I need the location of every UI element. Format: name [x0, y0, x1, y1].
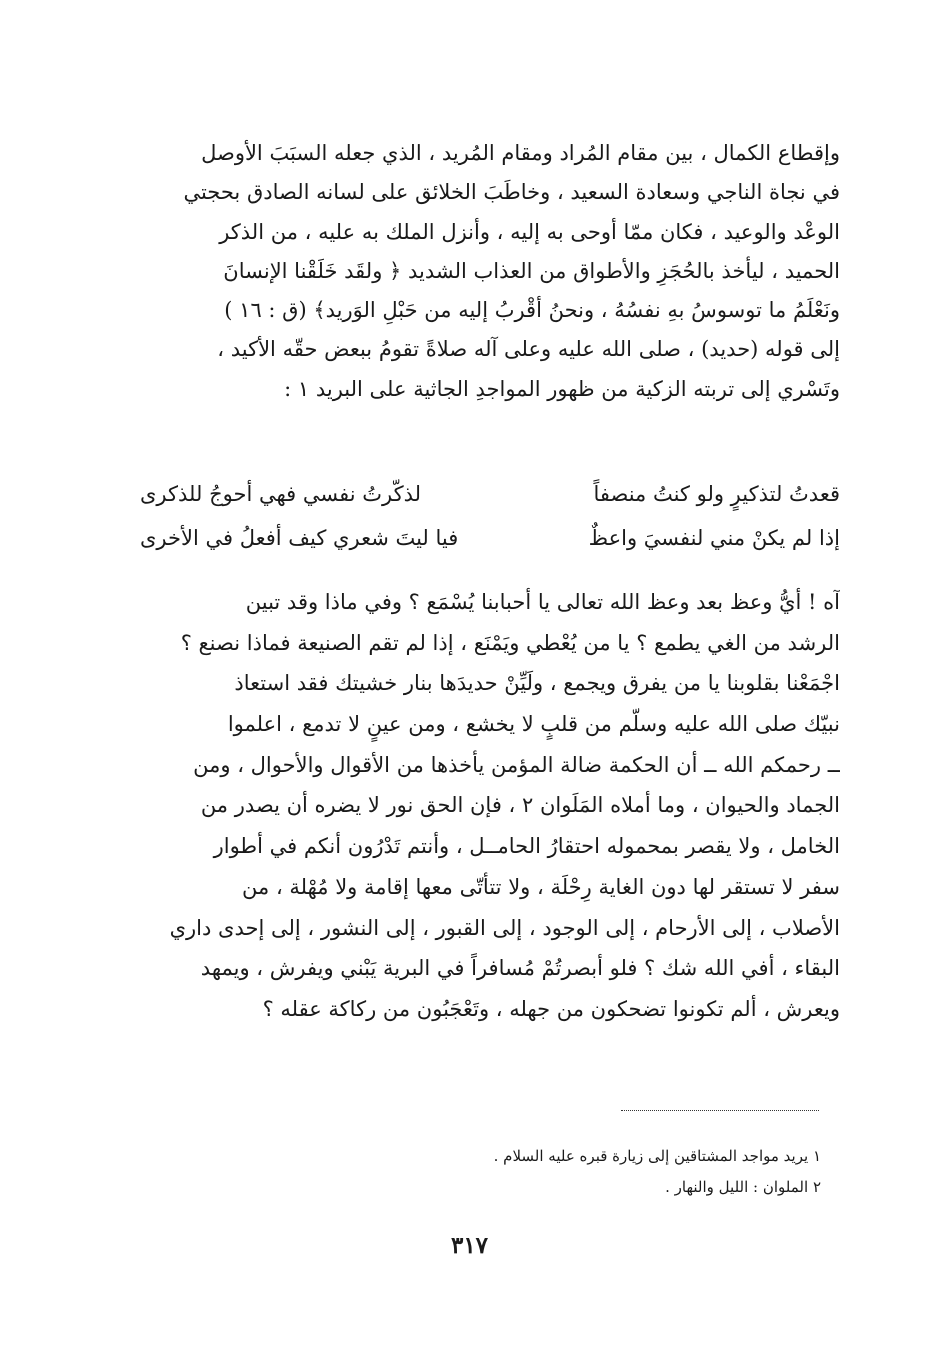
text-line: الأصلاب ، إلى الأرحام ، إلى الوجود ، إلى القبور ، إلى النشور ، إلى إحدى داري — [169, 915, 840, 940]
page-number: ٣١٧ — [450, 1232, 489, 1259]
text-line: إلى قوله (حديد) ، صلى الله عليه وعلى آله صلاةً تقومُ ببعض حقّه الأكيد ، — [217, 337, 840, 362]
verse-second-hemistich: فيا ليتَ شعري كيف أفعلُ في الأخرى — [140, 526, 459, 550]
text-line: الرشد من الغي يطمع ؟ يا من يُعْطي ويَمْنَع ، إذا لم تقم الصنيعة فماذا نصنع ؟ — [180, 630, 840, 655]
text-line: ويعرش ، ألم تكونوا تضحكون من جهله ، وتَعْجَبُون من ركاكة عقله ؟ — [262, 996, 840, 1021]
footnote-2: ٢ الملوان : الليل والنهار . — [665, 1178, 821, 1196]
paragraph-intro — [128, 134, 840, 409]
text-line: ونَعْلَمُ ما توسوسُ بهِ نفسُهُ ، ونحنُ أقْربُ إليه من حَبْلِ الوَريد﴾ (ق : ١٦ ) — [224, 298, 840, 323]
poem-verse — [140, 472, 840, 516]
poem-verse — [140, 516, 840, 560]
text-line: الجماد والحيوان ، وما أملاه المَلَوان ٢ ، فإن الحق نور لا يضره أن يصدر من — [200, 793, 840, 818]
poem-verses — [140, 472, 840, 560]
footnote-1: ١ يريد مواجد المشتاقين إلى زيارة قبره عليه السلام . — [493, 1147, 821, 1165]
paragraph-main — [128, 582, 840, 1030]
text-line: ــ رحمكم الله ــ أن الحكمة ضالة المؤمن يأخذها من الأقوال والأحوال ، ومن — [193, 752, 840, 777]
text-line: اجْمَعْنا بقلوبنا يا من يفرق ويجمع ، ولَيِّنْ حديدَها بنار خشيتك فقد استعاذ — [234, 671, 840, 696]
verse-first-hemistich: قعدتُ لتذكيرٍ ولو كنتُ منصفاً — [593, 482, 840, 506]
verse-first-hemistich: إذا لم يكنْ مني لنفسيَ واعظٌ — [588, 526, 840, 550]
text-line: الوعْد والوعيد ، فكان ممّا أوحى به إليه ، وأنزل الملك به عليه ، من الذكر — [219, 219, 840, 244]
text-line: الخامل ، ولا يقصر بمحموله احتقارُ الحامــل ، وأنتم تَدْرُون أنكم في أطوار — [213, 834, 840, 859]
verse-second-hemistich: لذكّرتُ نفسي فهي أحوجُ للذكرى — [140, 482, 422, 506]
text-line: آه ! أيُّ وعظ بعد وعظ الله تعالى يا أحبابنا يُسْمَع ؟ وفي ماذا وقد تبين — [245, 590, 840, 614]
text-line: وإقطاع الكمال ، بين مقام المُراد ومقام المُريد ، الذي جعله السبَبَ الأوصل — [201, 141, 840, 165]
text-line: سفر لا تستقر لها دون الغاية رِحْلَة ، ولا تتأتّى معها إقامة ولا مُهْلة ، من — [242, 874, 840, 899]
text-line: وتَسْري إلى تربته الزكية من ظهور المواجدِ الجاثية على البريد ١ : — [284, 376, 840, 401]
text-line: البقاء ، أفي الله شك ؟ فلو أبصرتُمْ مُسافراً في البرية يَبْني ويفرش ، ويمهد — [200, 956, 840, 981]
text-line: نبيّك صلى الله عليه وسلّم من قلبٍ لا يخشع ، ومن عينٍ لا تدمع ، اعلموا — [227, 712, 840, 737]
text-line: في نجاة الناجي وسعادة السعيد ، وخاطَبَ الخلائق على لسانه الصادق بحجتي — [183, 180, 840, 205]
text-line: الحميد ، ليأخذ بالحُجَزِ والأطواق من العذاب الشديد ﴿ ولقَد خَلَقْنا الإنسانَ — [223, 258, 840, 283]
footnote-separator — [621, 1110, 819, 1111]
